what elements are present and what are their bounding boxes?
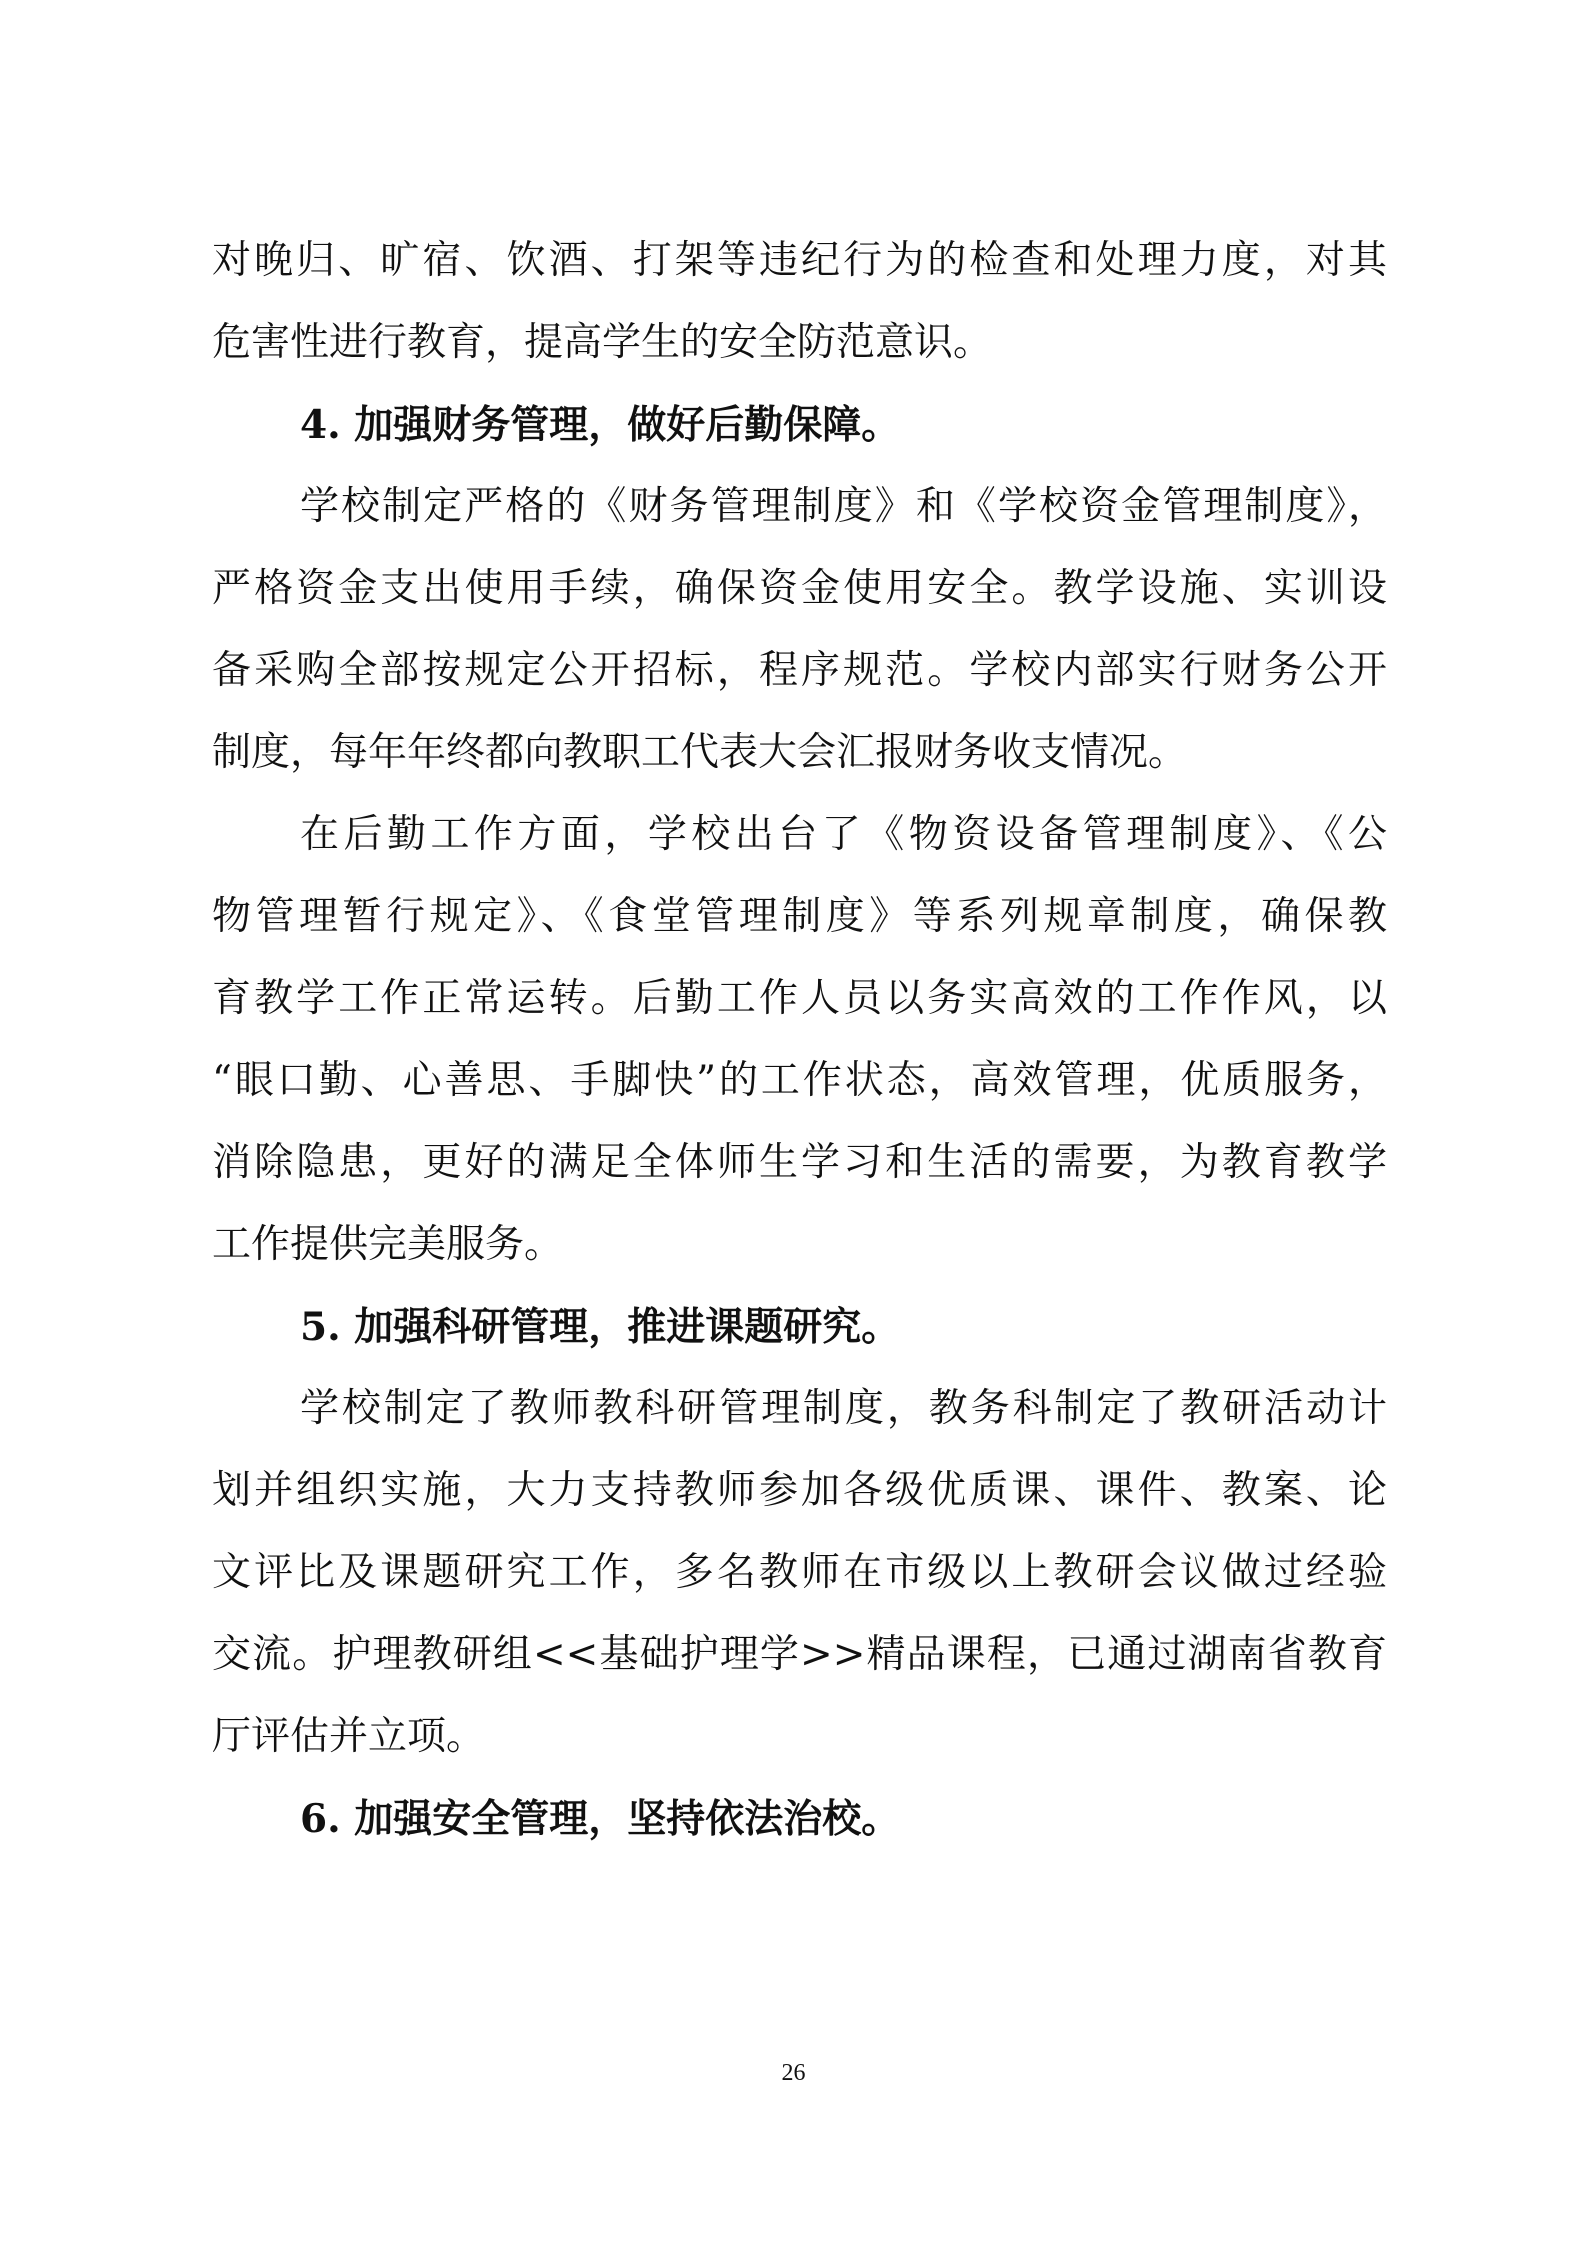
body-text-line: “眼口勤、心善思、手脚快”的工作状态，高效管理，优质服务， [212,1058,1387,1103]
body-text-line: 备采购全部按规定公开招标，程序规范。学校内部实行财务公开 [212,648,1387,693]
body-text-line: 文评比及课题研究工作，多名教师在市级以上教研会议做过经验 [212,1550,1387,1595]
body-text-line: 交流。护理教研组<<基础护理学>>精品课程，已通过湖南省教育 [212,1632,1387,1677]
body-text-line: 学校制定了教师教科研管理制度，教务科制定了教研活动计 [300,1386,1387,1431]
section-heading: 4. 加强财务管理，做好后勤保障。 [300,402,901,448]
body-text-line: 对晚归、旷宿、饮酒、打架等违纪行为的检查和处理力度，对其 [212,238,1387,283]
body-text-line: 育教学工作正常运转。后勤工作人员以务实高效的工作作风，以 [212,976,1387,1021]
body-text-line: 严格资金支出使用手续，确保资金使用安全。教学设施、实训设 [212,566,1387,611]
body-text-line: 物管理暂行规定》、《食堂管理制度》等系列规章制度，确保教 [212,894,1387,939]
body-text-line: 在后勤工作方面，学校出台了《物资设备管理制度》、《公 [300,812,1387,857]
section-heading: 6. 加强安全管理，坚持依法治校。 [300,1796,901,1842]
body-text-line: 消除隐患，更好的满足全体师生学习和生活的需要，为教育教学 [212,1140,1387,1185]
document-body [212,220,1387,1860]
section-heading: 5. 加强科研管理，推进课题研究。 [300,1304,901,1350]
body-text-line: 工作提供完美服务。 [212,1222,564,1267]
body-text-line: 学校制定严格的《财务管理制度》和《学校资金管理制度》， [300,484,1387,529]
body-text-line: 划并组织实施，大力支持教师参加各级优质课、课件、教案、论 [212,1468,1387,1513]
body-text-line: 厅评估并立项。 [212,1714,486,1759]
body-text-line: 制度，每年年终都向教职工代表大会汇报财务收支情况。 [212,730,1188,775]
body-text-line: 危害性进行教育，提高学生的安全防范意识。 [212,320,993,365]
page-number: 26 [781,2060,806,2086]
